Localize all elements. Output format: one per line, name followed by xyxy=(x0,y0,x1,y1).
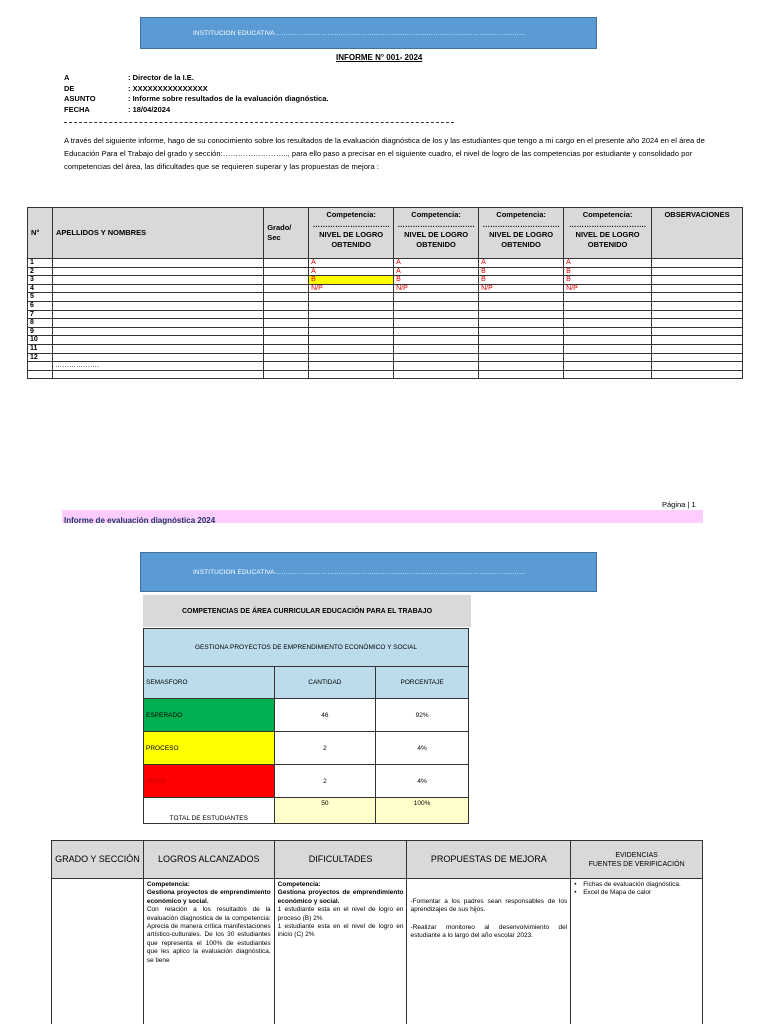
level-cell xyxy=(394,344,479,353)
total-cantidad: 50 xyxy=(274,798,376,824)
student-name-cell xyxy=(52,310,263,319)
dificultades-cell: Competencia: Gestiona proyectos de emprendimiento económico y social. 1 estudiante esta en el nivel de logro en proceso (B) 2% 1 estudiante esta en el nivel de logro en inicio (C) 2% xyxy=(274,879,407,1024)
student-name-cell xyxy=(52,293,263,302)
col-grade: Grado/ Sec xyxy=(264,208,309,259)
competencias-title: COMPETENCIAS DE ÁREA CURRICULAR EDUCACIÓN PARA EL TRABAJO xyxy=(143,595,471,627)
grade-cell xyxy=(264,336,309,345)
table-row xyxy=(28,327,743,336)
field-subject: ASUNTO : Informe sobre resultados de la evaluación diagnóstica. xyxy=(64,94,329,103)
cantidad-value: 46 xyxy=(274,699,376,732)
level-cell: N/P xyxy=(309,284,394,293)
level-cell: A xyxy=(479,259,564,268)
level-cell xyxy=(394,327,479,336)
level-cell: A xyxy=(309,267,394,276)
cantidad-value: 2 xyxy=(274,765,376,798)
level-cell: B xyxy=(309,276,394,285)
level-cell xyxy=(394,336,479,345)
table-row xyxy=(28,284,743,293)
student-name-cell xyxy=(52,267,263,276)
logros-cell: Competencia: Gestiona proyectos de emprendimiento económico y social. Con relación a los resultados de la evaluación diagnostica de la competencia: Aprecia de manera crítica manifestaciones artístico-culturales. De los 30 estudiantes que representa el 100% de estudiantes que les aplico la evaluación diagnóstica, se tiene xyxy=(143,879,274,1024)
col-grado-seccion: GRADO Y SECCIÓN xyxy=(52,841,144,879)
table-row xyxy=(28,259,743,268)
level-cell xyxy=(479,293,564,302)
student-name-cell xyxy=(52,301,263,310)
page-number: Página | 1 xyxy=(662,500,696,509)
field-from: DE : XXXXXXXXXXXXXXX xyxy=(64,83,208,93)
level-cell: B xyxy=(479,267,564,276)
level-cell: B xyxy=(479,276,564,285)
row-number: 6 xyxy=(28,301,53,310)
student-name-cell xyxy=(52,284,263,293)
level-esperado: ESPERADO xyxy=(144,699,275,732)
report-header-fields xyxy=(64,73,328,115)
col-propuestas: PROPUESTAS DE MEJORA xyxy=(407,841,571,879)
level-inicio: INICIO xyxy=(144,765,275,798)
level-cell: B xyxy=(564,267,652,276)
observation-cell xyxy=(652,276,743,285)
analysis-table xyxy=(51,840,703,1024)
col-logros: LOGROS ALCANZADOS xyxy=(143,841,274,879)
grade-cell xyxy=(264,327,309,336)
grade-cell xyxy=(264,310,309,319)
observation-cell xyxy=(652,353,743,362)
col-competencia-4: Competencia: …………………………. NIVEL DE LOGRO OBTENIDO xyxy=(564,208,652,259)
level-cell xyxy=(309,310,394,319)
level-cell xyxy=(564,353,652,362)
observation-cell xyxy=(652,267,743,276)
report-title: INFORME N° 001- 2024 xyxy=(336,53,423,62)
level-cell xyxy=(394,301,479,310)
level-cell: A xyxy=(564,259,652,268)
row-number: 1 xyxy=(28,259,53,268)
competencia-name: GESTIONA PROYECTOS DE EMPRENDIMIENTO ECONÓMICO Y SOCIAL xyxy=(144,629,469,667)
table-row xyxy=(144,699,469,732)
level-cell xyxy=(564,336,652,345)
porcentaje-value: 92% xyxy=(376,699,469,732)
row-number: 10 xyxy=(28,336,53,345)
observation-cell xyxy=(652,301,743,310)
observation-cell xyxy=(652,284,743,293)
col-porcentaje: PORCENTAJE xyxy=(376,667,469,699)
table-row xyxy=(28,353,743,362)
level-cell: A xyxy=(394,259,479,268)
level-cell xyxy=(564,293,652,302)
list-item: • Fichas de evaluación diagnóstica. xyxy=(574,881,699,889)
grade-cell xyxy=(264,344,309,353)
level-cell xyxy=(309,319,394,328)
level-cell xyxy=(394,293,479,302)
observation-cell xyxy=(652,293,743,302)
row-number: 9 xyxy=(28,327,53,336)
level-cell: B xyxy=(564,276,652,285)
row-number: 5 xyxy=(28,293,53,302)
table-row xyxy=(28,336,743,345)
footer-caption: Informe de evaluación diagnóstica 2024 xyxy=(64,516,216,525)
divider xyxy=(64,122,454,123)
table-row xyxy=(28,310,743,319)
observation-cell xyxy=(652,336,743,345)
grade-cell xyxy=(264,301,309,310)
level-cell xyxy=(564,319,652,328)
grade-cell xyxy=(264,284,309,293)
level-cell: B xyxy=(394,276,479,285)
porcentaje-value: 4% xyxy=(376,732,469,765)
competencias-table xyxy=(143,628,469,824)
level-cell xyxy=(309,293,394,302)
field-date: FECHA : 18/04/2024 xyxy=(64,104,171,114)
grades-table xyxy=(27,207,743,379)
col-evidencias: EVIDENCIAS FUENTES DE VERIFICACIÓN xyxy=(571,841,703,879)
porcentaje-value: 4% xyxy=(376,765,469,798)
grade-cell xyxy=(264,267,309,276)
row-number: 11 xyxy=(28,344,53,353)
col-dificultades: DIFICULTADES xyxy=(274,841,407,879)
row-number: 3 xyxy=(28,276,53,285)
level-cell xyxy=(394,353,479,362)
col-competencia-2: Competencia: …………………………. NIVEL DE LOGRO OBTENIDO xyxy=(394,208,479,259)
row-number: 8 xyxy=(28,319,53,328)
table-row xyxy=(28,293,743,302)
level-cell: A xyxy=(309,259,394,268)
propuestas-cell: -Fomentar a los padres sean responsables de los aprendizajes de sus hijos. -Realizar monitoreo al desenvolvimiento del estudiante a lo largo del año escolar 2023. xyxy=(407,879,571,1024)
page-footer xyxy=(62,510,703,523)
row-number: 12 xyxy=(28,353,53,362)
level-cell xyxy=(479,327,564,336)
level-cell xyxy=(309,301,394,310)
level-cell: N/P xyxy=(394,284,479,293)
level-cell xyxy=(479,319,564,328)
grade-cell xyxy=(264,259,309,268)
institution-banner-text: INSTITUCION EDUCATIVA…………………………………………………………………………………………………… xyxy=(193,568,526,576)
level-cell xyxy=(309,353,394,362)
cantidad-value: 2 xyxy=(274,732,376,765)
row-number: 4 xyxy=(28,284,53,293)
col-names: APELLIDOS Y NOMBRES xyxy=(52,208,263,259)
student-name-cell xyxy=(52,327,263,336)
grado-cell xyxy=(52,879,144,1024)
table-row xyxy=(144,765,469,798)
level-cell xyxy=(564,327,652,336)
level-cell xyxy=(479,353,564,362)
level-cell xyxy=(394,319,479,328)
observation-cell xyxy=(652,319,743,328)
row-number: 2 xyxy=(28,267,53,276)
col-semaforo: SEMASFORO xyxy=(144,667,275,699)
student-name-cell xyxy=(52,319,263,328)
row-number: 7 xyxy=(28,310,53,319)
intro-paragraph: A través del siguiente informe, hago de su conocimiento sobre los resultados de la evaluación diagnóstica de los y las estudiantes que tengo a mi cargo en el presente año 2024 en el área de Educación Para el Trabajo del grado y sección:…………………….., para ello paso a precisar en el siguiente cuadro, el nivel de logro de las competencias por estudiante y consolidado por competencias del área, las dificultades que se requieren superar y las propuestas de mejora : xyxy=(64,136,705,171)
evidencias-cell xyxy=(571,879,703,1024)
continuation-cell: ………………. xyxy=(52,362,263,371)
observation-cell xyxy=(652,259,743,268)
observation-cell xyxy=(652,344,743,353)
level-cell xyxy=(309,336,394,345)
level-proceso: PROCESO xyxy=(144,732,275,765)
table-row xyxy=(28,276,743,285)
student-name-cell xyxy=(52,344,263,353)
level-cell xyxy=(479,344,564,353)
table-row xyxy=(28,344,743,353)
level-cell xyxy=(309,327,394,336)
observation-cell xyxy=(652,327,743,336)
table-row xyxy=(28,319,743,328)
level-cell xyxy=(479,301,564,310)
col-competencia-1: Competencia: …………………………. NIVEL DE LOGRO OBTENIDO xyxy=(309,208,394,259)
col-number: N° xyxy=(28,208,53,259)
total-porcentaje: 100% xyxy=(376,798,469,824)
table-row xyxy=(144,732,469,765)
level-cell: N/P xyxy=(479,284,564,293)
institution-banner xyxy=(140,17,597,49)
field-to: A : Director de la I.E. xyxy=(64,73,194,82)
observation-cell xyxy=(652,310,743,319)
student-name-cell xyxy=(52,276,263,285)
table-row xyxy=(28,267,743,276)
col-competencia-3: Competencia: …………………………. NIVEL DE LOGRO OBTENIDO xyxy=(479,208,564,259)
level-cell: A xyxy=(394,267,479,276)
list-item: • Excel de Mapa de calor xyxy=(574,889,699,897)
grade-cell xyxy=(264,276,309,285)
level-cell xyxy=(564,301,652,310)
grade-cell xyxy=(264,319,309,328)
level-cell xyxy=(394,310,479,319)
institution-banner-text: INSTITUCION EDUCATIVA…………………………………………………………………………………………………… xyxy=(193,29,526,37)
table-row xyxy=(28,370,743,379)
level-cell xyxy=(309,344,394,353)
student-name-cell xyxy=(52,353,263,362)
grade-cell xyxy=(264,293,309,302)
level-cell xyxy=(479,336,564,345)
student-name-cell xyxy=(52,259,263,268)
level-cell xyxy=(564,344,652,353)
total-label: TOTAL DE ESTUDIANTES xyxy=(144,798,275,824)
col-cantidad: CANTIDAD xyxy=(274,667,376,699)
table-row xyxy=(28,301,743,310)
institution-banner-2 xyxy=(140,552,597,592)
level-cell: N/P xyxy=(564,284,652,293)
level-cell xyxy=(564,310,652,319)
table-row xyxy=(28,362,743,371)
grade-cell xyxy=(264,353,309,362)
col-observaciones: OBSERVACIONES xyxy=(652,208,743,259)
student-name-cell xyxy=(52,336,263,345)
level-cell xyxy=(479,310,564,319)
